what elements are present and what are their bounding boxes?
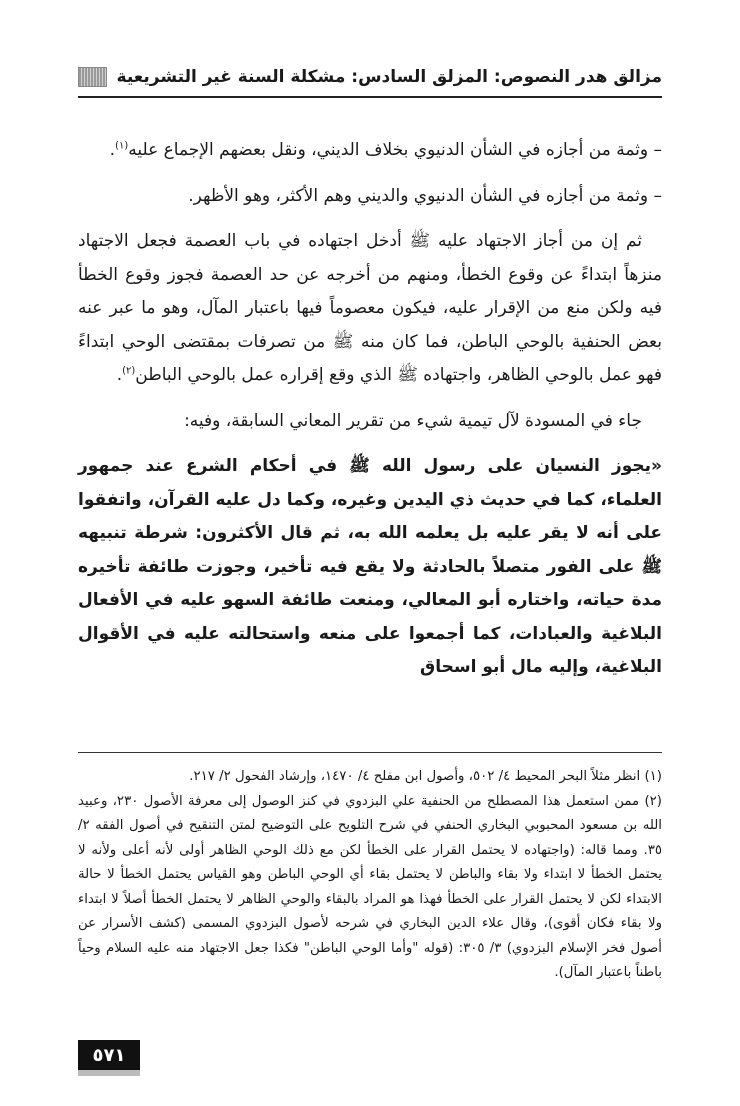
running-header bbox=[78, 58, 662, 98]
footnote-1: (١) انظر مثلاً البحر المحيط ٤/ ٥٠٢، وأصول ابن مفلح ٤/ ١٤٧٠، وإرشاد الفحول ٢/ ٢١٧. bbox=[189, 769, 662, 784]
page-number: ٥٧١ bbox=[78, 1040, 140, 1076]
paragraph-1 bbox=[78, 134, 662, 168]
paragraph-1-end: . bbox=[109, 140, 116, 160]
paragraph-3-text: ثم إن من أجاز الاجتهاد عليه ﷺ أدخل اجتهاده في باب العصمة فجعل الاجتهاد منزهاً ابتداءً عن وقوع الخطأ، ومنهم من أخرجه عن حد العصمة فجوز وقوع الخطأ فيه ولكن منع من الإقرار عليه، فيكون معصوماً فيها باعتبار المآل، وهو ما عبر عنه بعض الحنفية بالوحي الباطن، فما كان منه ﷺ من تصرفات بمقتضى الوحي ابتداءً فهو عمل بالوحي الظاهر، واجتهاده ﷺ الذي وقع إقراره عمل بالوحي الباطن bbox=[78, 231, 662, 385]
quotation: «يجوز النسيان على رسول الله ﷺ في أحكام الشرع عند جمهور العلماء، كما في حديث ذي اليدين وغيره، وكما دل عليه القرآن، واتفقوا على أنه لا يقر عليه بل يعلمه الله به، ثم قال الأكثرون: شرطة تنبيهه ﷺ على الفور متصلاً بالحادثة ولا يقع فيه تأخير، وجوزت طائفة تأخيره مدة حياته، واختاره أبو المعالي، ومنعت طائفة السهو عليه في الأفعال البلاغية والعبادات، كما أجمعوا على منعه واستحالته عليه في الأقوال البلاغية، وإليه مال أبو اسحاق bbox=[78, 456, 662, 677]
header-decorative-bar bbox=[78, 67, 107, 87]
footnotes bbox=[78, 752, 662, 986]
footnote-ref-2[interactable]: (٢) bbox=[122, 365, 136, 377]
footnote-2: (٢) ممن استعمل هذا المصطلح من الحنفية علي البزدوي في كنز الوصول إلى معرفة الأصول ٢٣٠، وعبيد الله بن مسعود المحبوبي البخاري الحنفي في شرح التلويح على التوضيح لمتن التنقيح في أصول الفقه ٢/ ٣٥. ومما قاله: (واجتهاده لا يحتمل القرار على الخطأ لكن مع ذلك الوحي الظاهر أولى لأنه أعلى ولأنه لا يحتمل الخطأ لا ابتداء ولا بقاء والباطن لا يحتمل بقاء أي الوحي الباطن وهو القياس يحتمل الخطأ لا حالة الابتداء لكن لا يحتمل القرار على الخطأ فهذا هو المراد بالبقاء والوحي الظاهر لا يحتمل الخطأ أصلاً لا ابتداء ولا بقاء فكان أقوى)، وقال علاء الدين البخاري في شرحه لأصول البزدوي المسمى (كشف الأسرار عن أصول فخر الإسلام البزدوي) ٣/ ٣٠٥: (قوله "وأما الوحي الباطن" فكذا جعل الاجتهاد منه عليه السلام وحياً باطناً باعتبار المآل). bbox=[78, 793, 662, 980]
header-title: مزالق هدر النصوص: المزلق السادس: مشكلة السنة غير التشريعية bbox=[116, 67, 662, 87]
paragraph-3-end: . bbox=[116, 365, 123, 385]
paragraph-1-text: – وثمة من أجازه في الشأن الدنيوي بخلاف الديني، ونقل بعضهم الإجماع عليه bbox=[128, 140, 662, 160]
paragraph-2: – وثمة من أجازه في الشأن الدنيوي والديني وهم الأكثر، وهو الأظهر. bbox=[188, 185, 662, 206]
paragraph-4: جاء في المسودة لآل تيمية شيء من تقرير المعاني السابقة، وفيه: bbox=[184, 410, 642, 431]
footnote-ref-1[interactable]: (١) bbox=[115, 140, 129, 152]
main-text bbox=[78, 134, 662, 685]
paragraph-3 bbox=[78, 225, 662, 393]
